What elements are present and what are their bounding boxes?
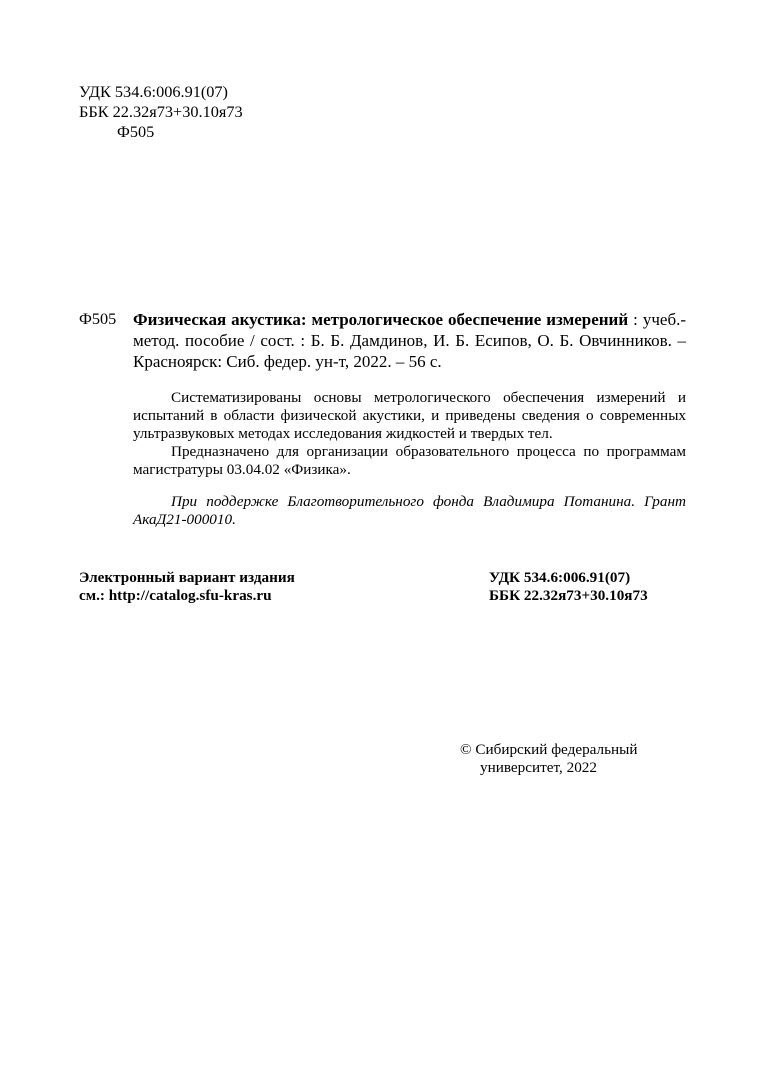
support-note: При поддержке Благотворительного фонда Владимира Потанина. Грант АкаД21-000010. <box>133 493 686 528</box>
electronic-version-link[interactable]: см.: http://catalog.sfu-kras.ru <box>79 587 272 604</box>
footer-udk: УДК 534.6:006.91(07) <box>489 569 631 586</box>
entry-separator: : <box>628 310 638 329</box>
electronic-version <box>79 569 295 605</box>
footer-bbk: ББК 22.32я73+30.10я73 <box>489 587 648 604</box>
copyright-line2: университет, 2022 <box>480 759 597 776</box>
header-udk: УДК 534.6:006.91(07) <box>79 82 228 101</box>
electronic-version-line1: Электронный вариант издания <box>79 569 295 586</box>
header-author-mark: Ф505 <box>117 122 155 141</box>
header-block <box>79 82 243 142</box>
abstract-paragraph-1: Систематизированы основы метрологического обеспечения измерений и испытаний в области физической акустики, и приведены сведения о современных ультразвуковых методах исследования жидкостей и твердых тел. <box>133 389 686 442</box>
abstract-block <box>133 389 686 529</box>
entry-description: учеб.-метод. пособие / сост. : Б. Б. Дамдинов, И. Б. Есипов, О. Б. Овчинников. – Красноярск: Сиб. федер. ун-т, 2022. – 56 с. <box>133 310 687 371</box>
entry-text <box>133 309 686 372</box>
copyright <box>460 741 638 777</box>
footer-codes <box>489 569 648 605</box>
abstract-paragraph-2: Предназначено для организации образовательного процесса по программам магистратуры 03.04.02 «Физика». <box>133 443 686 478</box>
entry-title: Физическая акустика: метрологическое обеспечение измерений <box>133 310 629 329</box>
copyright-line1: © Сибирский федеральный <box>460 741 638 758</box>
entry-mark: Ф505 <box>79 309 117 328</box>
header-bbk: ББК 22.32я73+30.10я73 <box>79 102 243 121</box>
